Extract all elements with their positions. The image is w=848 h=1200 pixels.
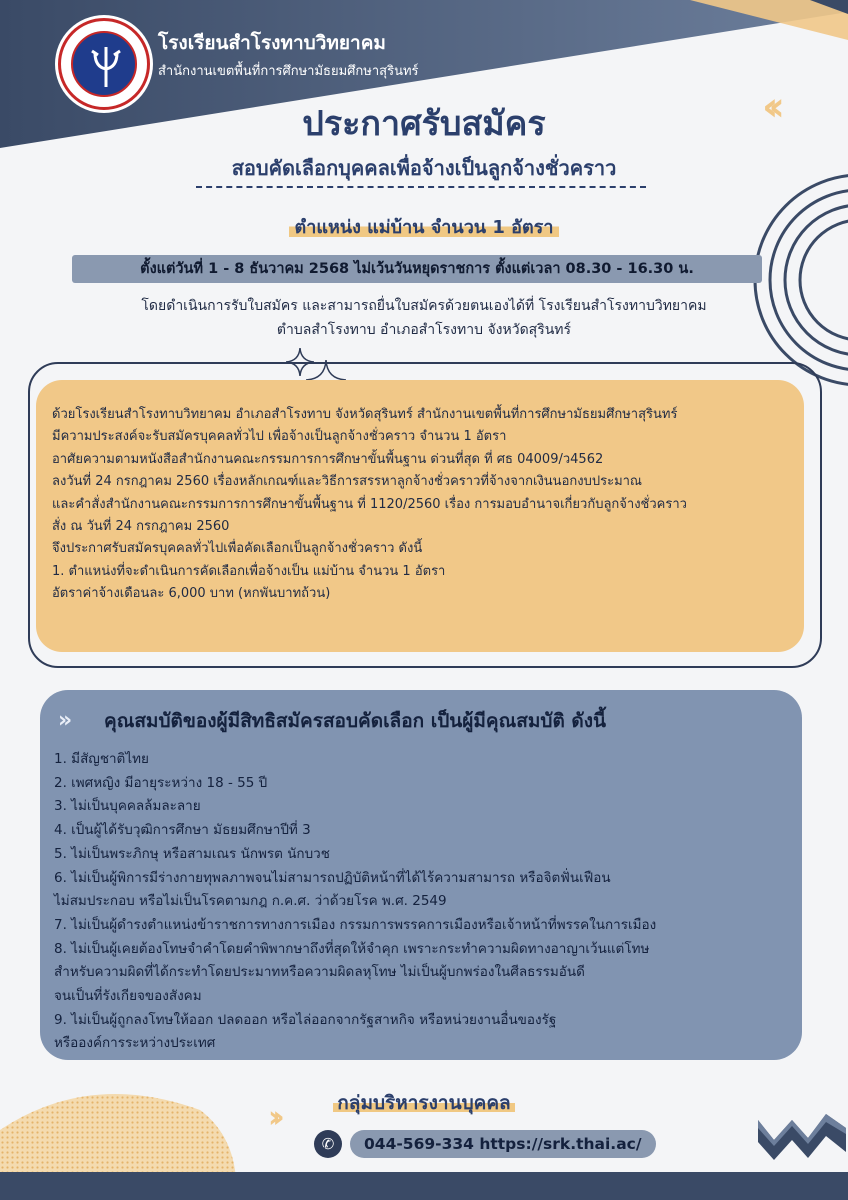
position-text: ตำแหน่ง แม่บ้าน จำนวน 1 อัตรา bbox=[289, 217, 560, 238]
list-item: 7. ไม่เป็นผู้ดำรงตำแหน่งข้าราชการทางการเมือง กรรมการพรรคการเมืองหรือเจ้าหน้าที่พรรคในการเมือง bbox=[54, 916, 657, 933]
list-item: 2. เพศหญิง มีอายุระหว่าง 18 - 55 ปี bbox=[54, 774, 268, 791]
announcement-details bbox=[52, 404, 802, 606]
list-item: 8. ไม่เป็นผู้เคยต้องโทษจำคำโดยคำพิพากษาถึงที่สุดให้จำคุก เพราะกระทำความผิดทางอาญาเว้นแต่โทษ bbox=[54, 940, 650, 957]
department-name: กลุ่มบริหารงานบุคคล bbox=[333, 1092, 514, 1114]
detail-line: มีความประสงค์จะรับสมัครบุคคลทั่วไป เพื่อจ้างเป็นลูกจ้างชั่วคราว จำนวน 1 อัตรา bbox=[52, 429, 507, 445]
intro-line-2: ตำบลสำโรงทาบ อำเภอสำโรงทาบ จังหวัดสุรินทร์ bbox=[276, 322, 572, 338]
double-chevron-icon: ›› bbox=[58, 708, 69, 733]
list-item: ไม่สมประกอบ หรือไม่เป็นโรคตามกฎ ก.ค.ศ. ว่าด้วยโรค พ.ศ. 2549 bbox=[54, 893, 447, 910]
intro-text bbox=[60, 294, 788, 342]
double-chevron-icon: ›› bbox=[268, 1100, 277, 1135]
date-banner: ตั้งแต่วันที่ 1 - 8 ธันวาคม 2568 ไม่เว้นวันหยุดราชการ ตั้งแต่เวลา 08.30 - 16.30 น. bbox=[72, 255, 762, 283]
list-item: 6. ไม่เป็นผู้พิการมีร่างกายทุพลภาพจนไม่สามารถปฏิบัติหน้าที่ได้ไร้ความสามารถ หรือจิตฟั่นเฟือน bbox=[54, 869, 611, 886]
qualifications-list bbox=[54, 748, 794, 1056]
qualifications-heading: คุณสมบัติของผู้มีสิทธิสมัครสอบคัดเลือก เป็นผู้มีคุณสมบัติ ดังนี้ bbox=[104, 710, 607, 732]
footer-band bbox=[0, 1172, 848, 1200]
list-item: สำหรับความผิดที่ได้กระทำโดยประมาทหรือความผิดลหุโทษ ไม่เป็นผู้บกพร่องในศีลธรรมอันดี bbox=[54, 964, 585, 981]
education-office: สำนักงานเขตพื้นที่การศึกษามัธยมศึกษาสุรินทร์ bbox=[158, 64, 419, 79]
intro-line-1: โดยดำเนินการรับใบสมัคร และสามารถยื่นใบสมัครด้วยตนเองได้ที่ โรงเรียนสำโรงทาบวิทยาคม bbox=[141, 298, 707, 314]
list-item: จนเป็นที่รังเกียจของสังคม bbox=[54, 988, 202, 1005]
list-item: หรือองค์การระหว่างประเทศ bbox=[54, 1035, 216, 1052]
list-item: 9. ไม่เป็นผู้ถูกลงโทษให้ออก ปลดออก หรือไล่ออกจากรัฐสาหกิจ หรือหน่วยงานอื่นของรัฐ bbox=[54, 1011, 557, 1028]
list-item: 3. ไม่เป็นบุคคลล้มละลาย bbox=[54, 798, 201, 815]
list-item: 5. ไม่เป็นพระภิกษุ หรือสามเณร นักพรต นักบวช bbox=[54, 845, 330, 862]
list-item: 4. เป็นผู้ได้รับวุฒิการศึกษา มัธยมศึกษาปีที่ 3 bbox=[54, 822, 311, 839]
detail-line: อัตราค่าจ้างเดือนละ 6,000 บาท (หกพันบาทถ้วน) bbox=[52, 586, 331, 602]
detail-line: จึงประกาศรับสมัครบุคคลทั่วไปเพื่อคัดเลือกเป็นลูกจ้างชั่วคราว ดังนี้ bbox=[52, 541, 423, 557]
department-line bbox=[0, 1088, 848, 1118]
phone-icon: ✆ bbox=[314, 1130, 342, 1158]
list-item: 1. มีสัญชาติไทย bbox=[54, 751, 149, 767]
position-line bbox=[0, 212, 848, 241]
page-subtitle: สอบคัดเลือกบุคคลเพื่อจ้างเป็นลูกจ้างชั่วคราว bbox=[231, 156, 617, 180]
school-name: โรงเรียนสำโรงทาบวิทยาคม bbox=[158, 32, 386, 54]
contact-info[interactable]: 044-569-334 https://srk.thai.ac/ bbox=[350, 1130, 656, 1158]
detail-line: ด้วยโรงเรียนสำโรงทาบวิทยาคม อำเภอสำโรงทาบ จังหวัดสุรินทร์ สำนักงานเขตพื้นที่การศึกษามัธยมศึกษาสุรินทร์ bbox=[52, 407, 678, 422]
divider bbox=[196, 186, 646, 188]
double-chevron-icon: ‹‹ bbox=[762, 84, 775, 130]
detail-line: อาศัยความตามหนังสือสำนักงานคณะกรรมการการศึกษาขั้นพื้นฐาน ด่วนที่สุด ที่ ศธ 04009/ว4562 bbox=[52, 451, 604, 467]
detail-line: และคำสั่งสำนักงานคณะกรรมการการศึกษาขั้นพื้นฐาน ที่ 1120/2560 เรื่อง การมอบอำนาจเกี่ยวกับลูกจ้างชั่วคราว bbox=[52, 496, 687, 512]
detail-line: สั่ง ณ วันที่ 24 กรกฎาคม 2560 bbox=[52, 519, 230, 535]
page-title: ประกาศรับสมัคร bbox=[302, 104, 546, 144]
detail-line: 1. ตำแหน่งที่จะดำเนินการคัดเลือกเพื่อจ้างเป็น แม่บ้าน จำนวน 1 อัตรา bbox=[52, 563, 446, 579]
detail-line: ลงวันที่ 24 กรกฎาคม 2560 เรื่องหลักเกณฑ์และวิธีการสรรหาลูกจ้างชั่วคราวที่จ้างจากเงินนอกงบประมาณ bbox=[52, 474, 642, 490]
